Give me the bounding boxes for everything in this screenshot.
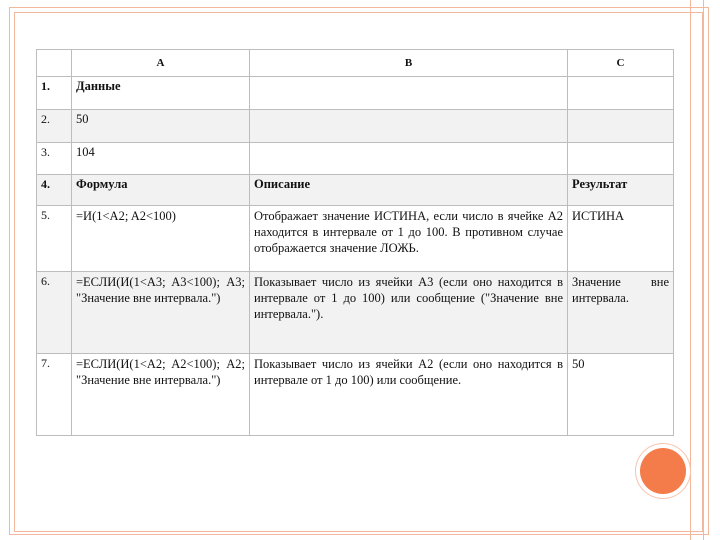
row-number[interactable]: 2. [37,110,72,143]
row-number[interactable]: 6. [37,272,72,354]
column-header-b[interactable]: B [250,50,568,77]
row-number[interactable]: 1. [37,77,72,110]
corner-cell [37,50,72,77]
cell-b3[interactable] [250,143,568,175]
cell-c3[interactable] [568,143,674,175]
cell-a5[interactable]: =И(1<A2; A2<100) [72,206,250,272]
cell-a2[interactable]: 50 [72,110,250,143]
cell-c6[interactable]: Значение вне интервала. [568,272,674,354]
cell-b1[interactable] [250,77,568,110]
cell-a3[interactable]: 104 [72,143,250,175]
cell-b2[interactable] [250,110,568,143]
column-header-row [37,50,674,77]
cell-b6[interactable]: Показывает число из ячейки A3 (если оно находится в интервале от 1 до 100) или сообщение ("Значение вне интервала."). [250,272,568,354]
cell-b5[interactable]: Отображает значение ИСТИНА, если число в ячейке A2 находится в интервале от 1 до 100. В противном случае отображается значение ЛОЖЬ. [250,206,568,272]
table-row [37,272,674,354]
row-number[interactable]: 7. [37,354,72,436]
cell-a4[interactable]: Формула [72,175,250,206]
cell-b7[interactable]: Показывает число из ячейки A2 (если оно находится в интервале от 1 до 100) или сообщение. [250,354,568,436]
spreadsheet-table [36,49,674,436]
table-row [37,110,674,143]
cell-a6[interactable]: =ЕСЛИ(И(1<A3; A3<100); A3; "Значение вне интервала.") [72,272,250,354]
cell-c4[interactable]: Результат [568,175,674,206]
cell-a1[interactable]: Данные [72,77,250,110]
column-header-c[interactable]: C [568,50,674,77]
table-row [37,175,674,206]
table-row [37,143,674,175]
cell-c7[interactable]: 50 [568,354,674,436]
cell-b4[interactable]: Описание [250,175,568,206]
decorative-circle [640,448,686,494]
table-row [37,77,674,110]
row-number[interactable]: 3. [37,143,72,175]
table-row [37,354,674,436]
cell-c1[interactable] [568,77,674,110]
cell-a7[interactable]: =ЕСЛИ(И(1<A2; A2<100); A2; "Значение вне интервала.") [72,354,250,436]
decorative-stripe [690,0,704,540]
table-row [37,206,674,272]
cell-c5[interactable]: ИСТИНА [568,206,674,272]
row-number[interactable]: 5. [37,206,72,272]
column-header-a[interactable]: A [72,50,250,77]
row-number[interactable]: 4. [37,175,72,206]
cell-c2[interactable] [568,110,674,143]
